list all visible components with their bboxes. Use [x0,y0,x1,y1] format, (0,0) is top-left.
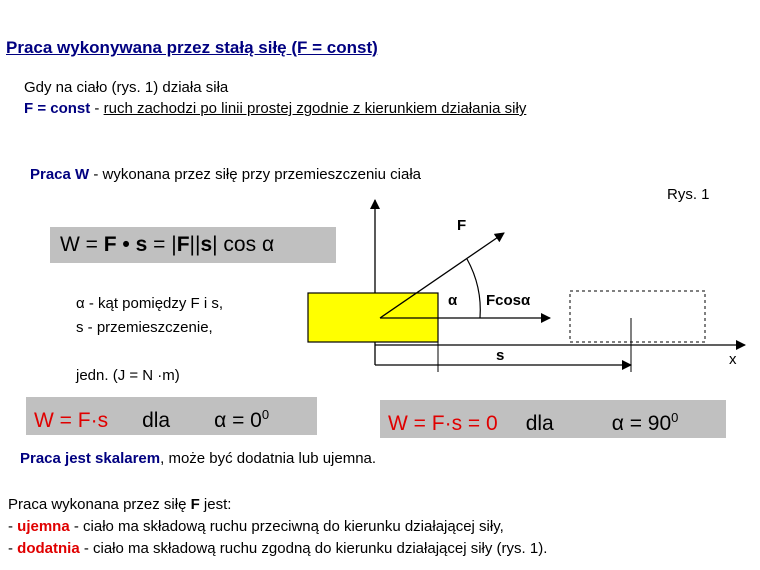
figure-label: Rys. 1 [667,186,710,203]
conclusion-intro-start: Praca wykonana przez siłę [8,496,191,513]
legend-s: s - przemieszczenie, [76,319,213,336]
intro-sep: - [90,100,104,117]
page-title: Praca wykonywana przez stałą siłę (F = const) [6,38,378,57]
positive-term: dodatnia [17,540,80,557]
intro-line-1: Gdy na ciało (rys. 1) działa siła [24,79,229,96]
formula-mid: || [189,233,201,256]
displacement-label: s [496,347,505,364]
formula-f-abs: F [176,233,190,256]
positive-desc: - ciało ma składową ruchu zgodną do kierunku działającej siły (rys. 1). [79,540,548,557]
dash-1: - [8,518,18,535]
work-term: Praca W [30,166,90,183]
displaced-body-outline [570,291,705,342]
intro-motion: ruch zachodzi po linii prostej zgodnie z kierunkiem działania siły [103,100,527,117]
formula-alpha: α [261,233,275,256]
formula-s-abs: s [200,233,213,256]
case-ninety-dla: dla [525,412,554,435]
angle-arc [467,259,480,318]
negative-desc: - ciało ma składową ruchu przeciwną do kierunku działającej siły, [69,518,504,535]
scalar-rest: , może być dodatnia lub ujemna. [160,450,377,467]
case-zero-formula: W = F·s [34,409,109,432]
intro-const: F = const [24,100,91,117]
formula-cos: | cos [212,233,262,256]
conclusion-intro-end: jest: [199,496,232,513]
alpha-label: α [448,292,458,309]
dash-2: - [8,540,18,557]
formula-prefix: W = [60,233,104,256]
x-axis-label: x [729,351,737,368]
case-ninety-sup: 0 [671,410,679,425]
formula-f: F [103,233,117,256]
work-desc: - wykonana przez siłę przy przemieszczeniu ciała [89,166,421,183]
case-zero-dla: dla [142,409,171,432]
legend-alpha: α - kąt pomiędzy F i s, [76,295,224,312]
negative-term: ujemna [17,518,70,535]
formula-eq: = | [147,233,177,256]
force-label: F [457,217,467,234]
case-ninety-formula: W = F·s = 0 [388,412,498,435]
formula-s: s [135,233,148,256]
case-ninety-condition: α = 90 [611,412,672,435]
case-zero-condition: α = 0 [214,409,262,432]
component-label: Fcosα [486,292,531,309]
conclusion-intro-f: F [190,496,200,513]
legend-unit: jedn. (J = N ·m) [76,367,180,384]
case-zero-sup: 0 [261,407,270,422]
formula-dot: • [116,233,136,256]
scalar-term: Praca jest skalarem [20,450,161,467]
